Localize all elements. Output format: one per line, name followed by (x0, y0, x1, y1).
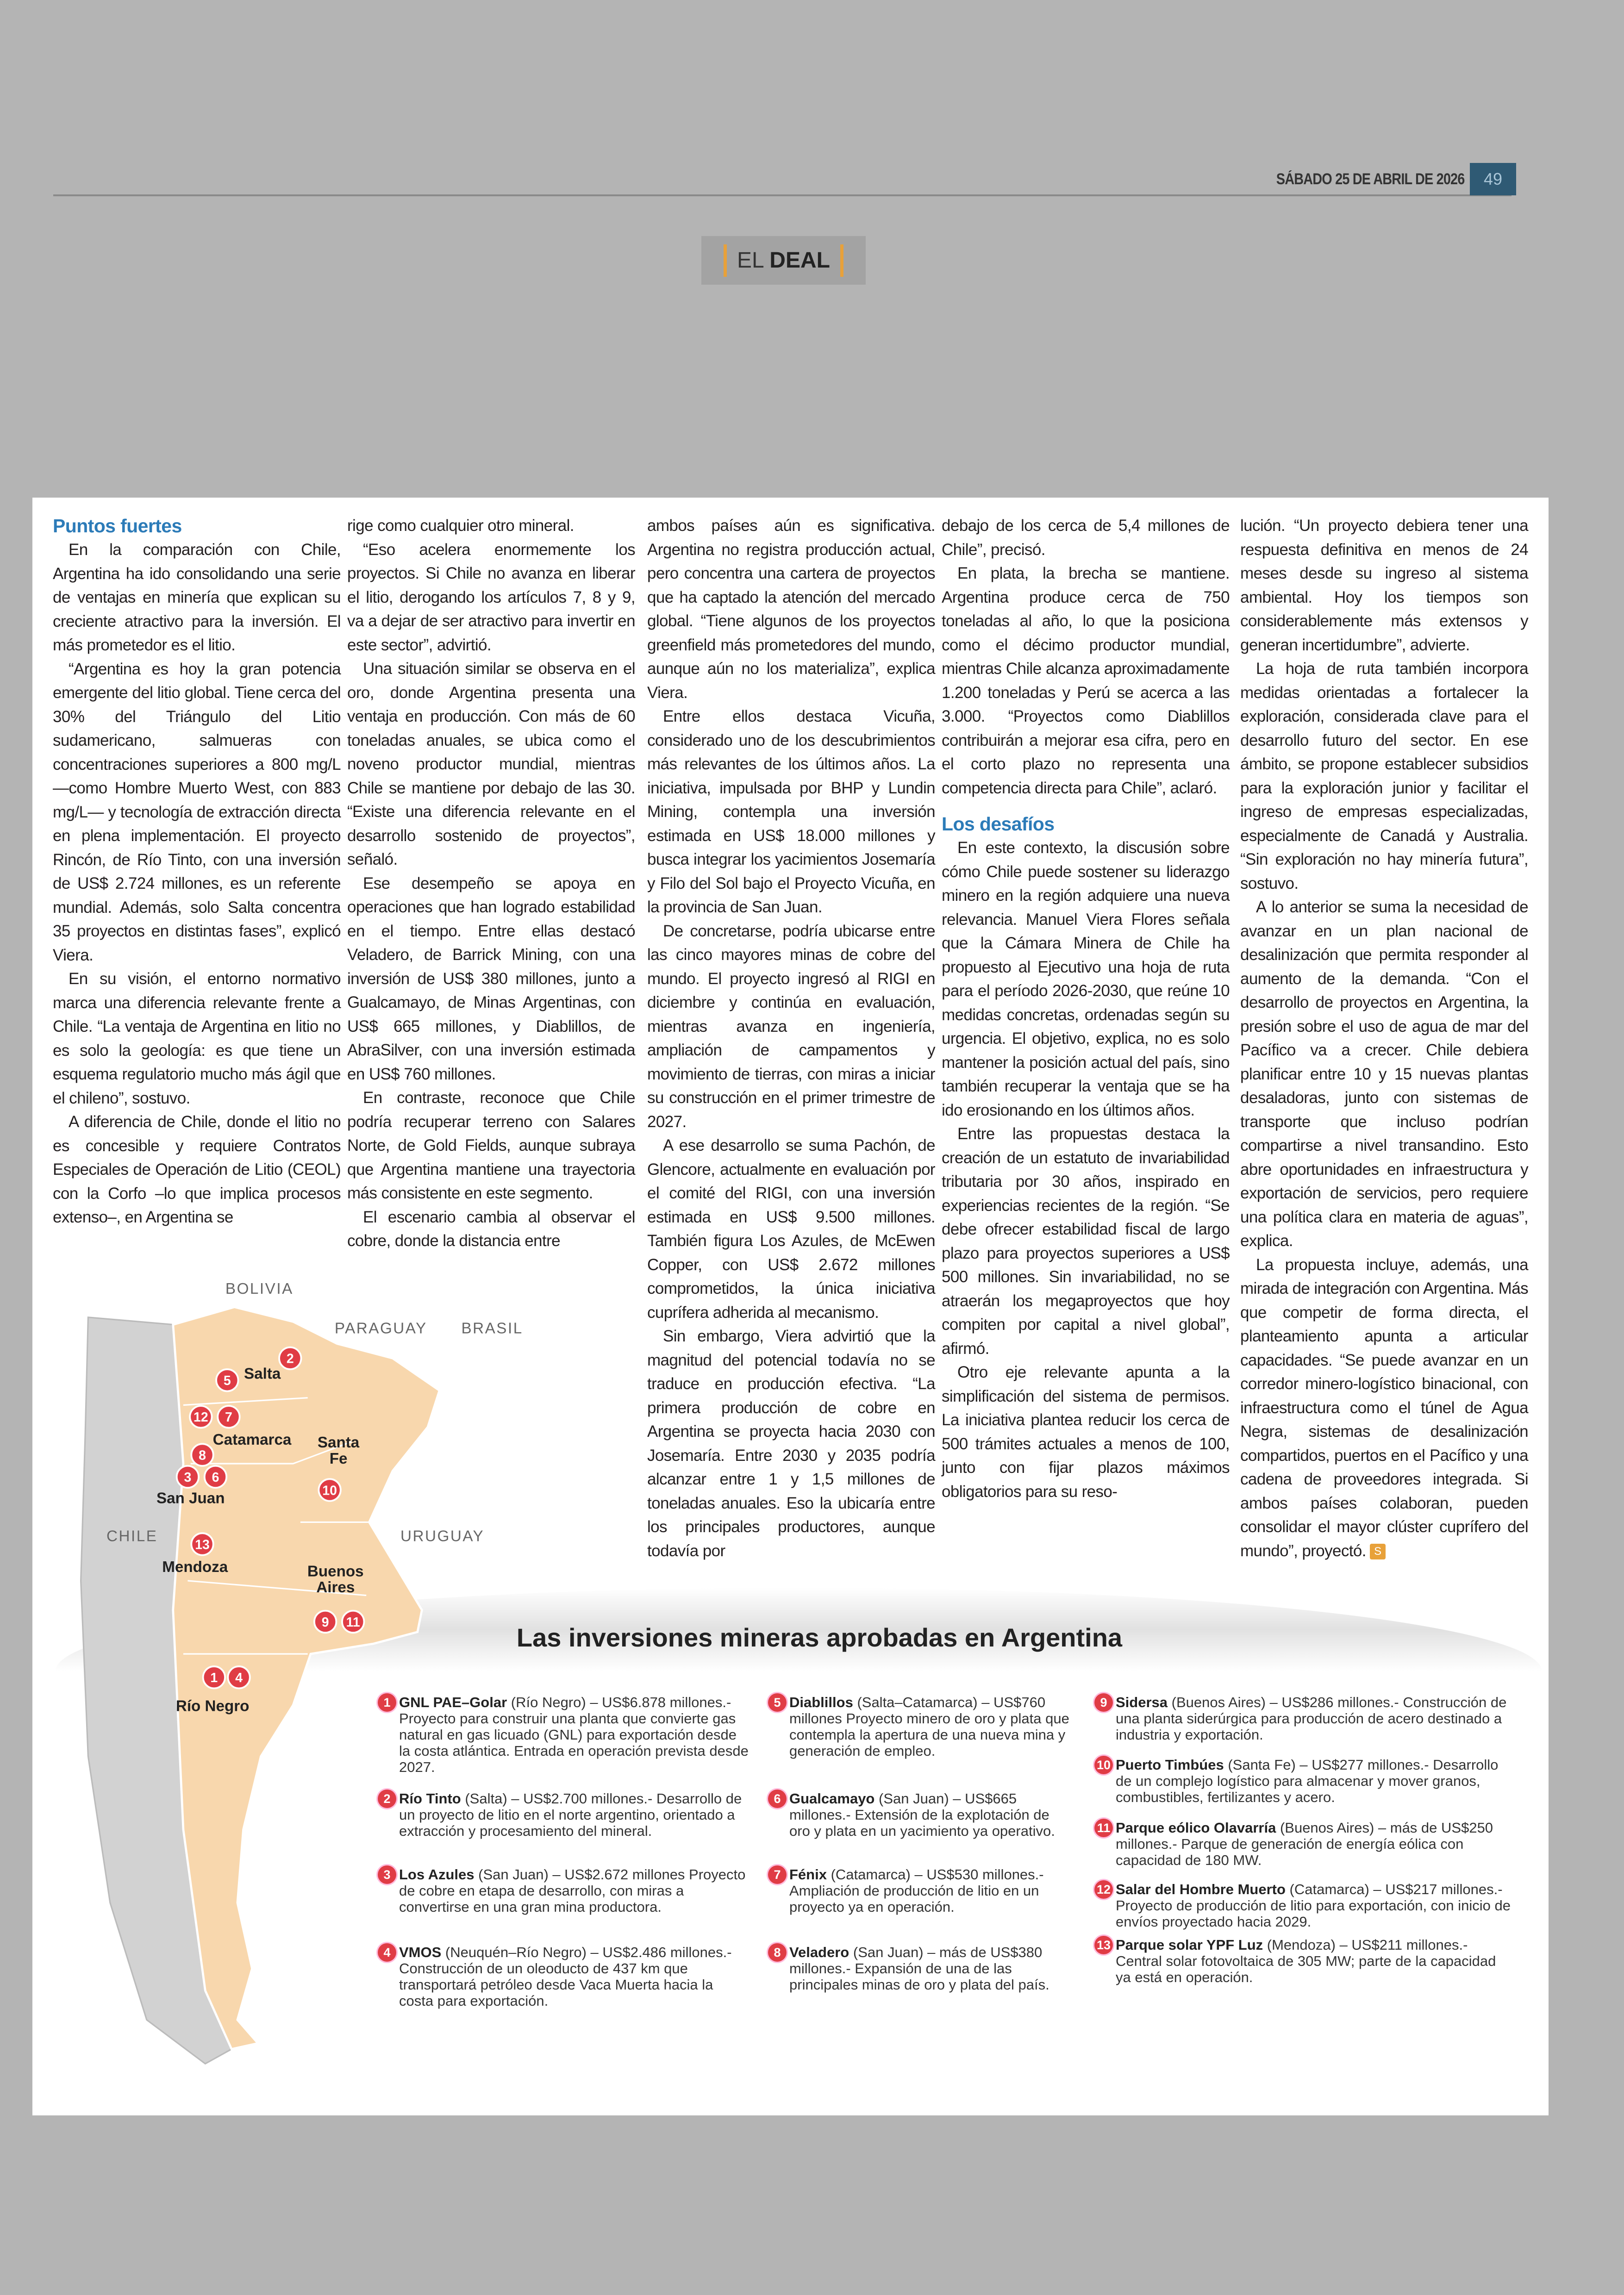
marker-number: 5 (223, 1373, 231, 1389)
project-name: Puerto Timbúes (1116, 1757, 1224, 1773)
marker-number: 11 (346, 1615, 360, 1630)
subheading: Puntos fuertes (53, 515, 182, 536)
legend-item (1096, 1937, 1514, 1985)
map-marker[interactable] (314, 1611, 336, 1633)
project-name: GNL PAE–Golar (399, 1694, 507, 1710)
project-description: – US$286 millones.- Construcción de una planta siderúrgica para producción de acero destinado a industria y exportación. (1116, 1694, 1507, 1743)
project-location: (Santa Fe) (1228, 1757, 1296, 1773)
legend-item (774, 1866, 1072, 1915)
project-location: (Salta–Catamarca) (857, 1694, 978, 1710)
legend-item (1096, 1881, 1514, 1930)
project-description: – US$211 millones.- Central solar fotovoltaica de 305 MW; parte de la capacidad ya está en operación. (1116, 1937, 1496, 1985)
legend-item (383, 1866, 751, 1915)
legend-number-badge: 11 (1094, 1819, 1113, 1837)
legend-item (383, 1790, 751, 1839)
project-location: (Buenos Aires) (1171, 1694, 1266, 1710)
legend-number-badge: 2 (378, 1790, 396, 1808)
project-description: – US$2.700 millones.- Desarrollo de un proyecto de litio en el norte argentino, orientado a extracción y procesamiento del mineral. (399, 1790, 742, 1839)
marker-number: 3 (184, 1470, 192, 1485)
project-name: Río Tinto (399, 1790, 461, 1807)
map-marker[interactable] (191, 1444, 213, 1466)
paragraph-text: En plata, la brecha se mantiene. Argentina produce cerca de 750 toneladas al año, lo que la posiciona como el décimo productor mundial, mientras Chile alcanza aproximadamente 1.200 toneladas y Perú se acerca a las 3.000. “Proyectos como Diablillos contribuirán a mejorar esa cifra, pero en el corto plazo no representa una competencia directa para Chile”, aclaró. (942, 564, 1230, 797)
subheading: Los desafíos (942, 813, 1055, 835)
paragraph-text: En este contexto, la discusión sobre cómo Chile puede sostener su liderazgo minero en la región adquiere una nueva relevancia. Manuel Viera Flores señala que la Cámara Minera de Chile ha propuesto al Ejecutivo una hoja de ruta para el período 2026-2030, que reúne 10 medidas concretas, ordenadas según su urgencia. El objetivo, explica, no es solo mantener la posición actual del país, sino también recuperar la ventaja que se ha ido erosionando en los últimos años. (942, 839, 1230, 1119)
marker-number: 1 (210, 1671, 218, 1686)
map-marker[interactable] (218, 1406, 239, 1428)
project-description: – más de US$250 millones.- Parque de generación de energía eólica con capacidad de 180 MW. (1116, 1820, 1493, 1868)
legend-item (1096, 1757, 1514, 1805)
project-name: Parque eólico Olavarría (1116, 1820, 1276, 1836)
map-marker[interactable] (319, 1479, 340, 1501)
project-description: – US$2.486 millones.- Construcción de un oleoducto de 437 km que transportará petróleo desde Vaca Muerta hacia la costa para exportación. (399, 1944, 732, 2009)
legend-number-badge: 6 (768, 1790, 787, 1808)
project-name: Salar del Hombre Muerto (1116, 1881, 1286, 1897)
country-label: URUGUAY (400, 1528, 485, 1545)
project-location: (San Juan) (879, 1790, 949, 1807)
project-name: VMOS (399, 1944, 442, 1960)
map-marker[interactable] (191, 1533, 213, 1555)
project-description: – US$2.672 millones Proyecto de cobre en etapa de desarrollo, con miras a convertirse en una gran mina productora. (399, 1866, 746, 1915)
map-marker[interactable] (203, 1666, 225, 1688)
province-label: San Juan (156, 1490, 225, 1507)
legend-item (1100, 1694, 1514, 1743)
marker-number: 7 (225, 1410, 232, 1425)
end-mark-icon: S (1370, 1544, 1386, 1559)
legend-number-badge: 9 (1094, 1693, 1113, 1712)
paragraph-text: debajo de los cerca de 5,4 millones de Chile”, precisó. (942, 517, 1230, 559)
map-marker[interactable] (228, 1666, 250, 1688)
project-location: (San Juan) (478, 1866, 549, 1883)
project-name: Fénix (789, 1866, 827, 1883)
project-location: (Mendoza) (1267, 1937, 1336, 1953)
paragraph-text: En su visión, el entorno normativo marca una diferencia relevante frente a Chile. “La ventaja de Argentina en litio no es solo la geología: es que tiene un esquema regulatorio mucho más ágil que el chileno”, sostuvo. (53, 970, 341, 1107)
paragraph-text: Entre las propuestas destaca la creación de un estatuto de invariabilidad tributaria por 30 años, inspirado en experiencias recientes de la región. “Se debe ofrecer estabilidad fiscal de largo plazo para proyectos superiores a US$ 500 millones. Sin invariabilidad, no se atraerán los megaproyectos que hoy compiten por capital a nivel global”, afirmó. (942, 1125, 1230, 1358)
province-label: Salta (244, 1365, 281, 1383)
paragraph-text: A lo anterior se suma la necesidad de avanzar en un plan nacional de desalinización que permita responder al aumento de la demanda. “Con el desarrollo de proyectos en Argentina, la presión sobre el uso de agua de mar del Pacífico va a crecer. Chile debiera planificar entre 10 y 15 nuevas plantas desaladoras, junto con sistemas de transporte que incluso podrían compartirse a nivel transandino. Esto abre oportunidades en infraestructura y exportación de servicios, pero requiere una política clara en materia de aguas”, explica. (1240, 898, 1528, 1250)
map-marker[interactable] (342, 1611, 364, 1633)
province-label: Río Negro (175, 1697, 250, 1715)
province-label: Mendoza (162, 1558, 228, 1576)
legend-number-badge: 12 (1094, 1880, 1113, 1899)
legend-number-badge: 4 (378, 1943, 396, 1962)
country-label: BRASIL (461, 1320, 523, 1337)
marker-number: 2 (286, 1351, 294, 1366)
country-label: PARAGUAY (334, 1320, 427, 1337)
paragraph-text: Otro eje relevante apunta a la simplificación del sistema de permisos. La iniciativa plantea reducir los cerca de 500 trámites actuales a menos de 100, junto con fijar plazos máximos obligatorios para su reso- (942, 1363, 1230, 1501)
paragraph-text: ambos países aún es significativa. Argentina no registra producción actual, pero concentra una cartera de proyectos que ha captado la atención del mercado global. “Tiene algunos de los proyectos greenfield más prometedores del mundo, aunque aún no los materializa”, explica Viera. (647, 517, 935, 702)
map-marker[interactable] (190, 1406, 212, 1428)
legend-number-badge: 5 (768, 1693, 787, 1712)
paragraph-text: A diferencia de Chile, donde el litio no es concesible y requiere Contratos Especiales de Operación de Litio (CEOL) con la Corfo –lo que implica procesos extenso–, en Argentina se (53, 1113, 341, 1226)
paragraph-text: En contraste, reconoce que Chile podría recuperar terreno con Salares Norte, de Gold Fields, aunque subraya que Argentina mantiene una trayectoria más consistente en este segmento. (347, 1089, 635, 1202)
country-label: BOLIVIA (225, 1280, 294, 1298)
marker-number: 8 (199, 1448, 206, 1463)
paragraph-text: La propuesta incluye, además, una mirada de integración con Argentina. Más que competir de forma directa, el planteamiento apunta a articular capacidades. “Se puede avanzar en un corredor minero-logístico binacional, con infraestructura como el túnel de Agua Negra, sistemas de desalinización compartidos, puertos en el Pacífico y una cadena de proveedores integrada. Si ambos países colaboran, pueden consolidar el mayor clúster cuprífero del mundo”, proyectó. (1240, 1255, 1528, 1560)
project-location: (Salta) (465, 1790, 507, 1807)
section-name: DEAL (769, 248, 830, 273)
paragraph-text: rige como cualquier otro mineral. (347, 517, 574, 535)
infographic-title: Las inversiones mineras aprobadas en Argentina (516, 1623, 1123, 1652)
project-location: (Catamarca) (831, 1866, 911, 1883)
project-description: – US$760 millones Proyecto minero de oro y plata que contempla la apertura de una nueva mina y generación de empleo. (789, 1694, 1069, 1759)
marker-number: 12 (194, 1410, 208, 1425)
legend-number-badge: 7 (768, 1865, 787, 1884)
legend-number-badge: 10 (1094, 1756, 1113, 1774)
paragraph-text: “Eso acelera enormemente los proyectos. Si Chile no avanza en liberar el litio, derogando los artículos 7, 8 y 9, va a dejar de ser atractivo para invertir en este sector”, advirtió. (347, 540, 635, 654)
project-name: Los Azules (399, 1866, 475, 1883)
page-number: 49 (1470, 163, 1516, 195)
marker-number: 4 (235, 1671, 243, 1686)
paragraph-text: De concretarse, podría ubicarse entre las cinco mayores minas de cobre del mundo. El proyecto ingresó al RIGI en diciembre y continúa en evaluación, mientras avanza en ingeniería, ampliación de campamentos y movimiento de tierras, con miras a iniciar su construcción en el primer trimestre de 2027. (647, 922, 935, 1131)
project-name: Sidersa (1116, 1694, 1168, 1710)
paragraph-text: El escenario cambia al observar el cobre, donde la distancia entre (347, 1208, 635, 1250)
map-marker[interactable] (216, 1369, 238, 1391)
section-prefix: EL (737, 248, 763, 273)
marker-number: 13 (195, 1537, 210, 1553)
legend-item (774, 1790, 1072, 1839)
project-name: Parque solar YPF Luz (1116, 1937, 1263, 1953)
paragraph-text: Una situación similar se observa en el oro, donde Argentina presenta una ventaja en producción. Con más de 60 toneladas anuales, se ubica como el noveno productor mundial, mientras Chile se mantiene por debajo de las 30. “Existe una diferencia relevante en el desarrollo sostenido de proyectos”, señaló. (347, 660, 635, 868)
project-name: Veladero (789, 1944, 849, 1960)
province-label: Buenos Aires (307, 1563, 364, 1597)
province-label: Santa Fe (317, 1434, 360, 1467)
project-location: (Neuquén–Río Negro) (445, 1944, 587, 1960)
project-location: (Río Negro) (511, 1694, 586, 1710)
project-location: (Catamarca) (1289, 1881, 1369, 1897)
legend-number-badge: 8 (768, 1943, 787, 1962)
project-description: – US$217 millones.- Proyecto de producción de litio para exportación, con inicio de envíos proyectado hacia 2029. (1116, 1881, 1511, 1930)
paragraph-text: “Argentina es hoy la gran potencia emergente del litio global. Tiene cerca del 30% del Triángulo del Litio sudamericano, salmueras con concentraciones superiores a 800 mg/L —como Hombre Muerto West, con 883 mg/L— y tecnología de extracción directa en plena implementación. El proyecto Rincón, de Río Tinto, con una inversión de US$ 2.724 millones, es un referente mundial. Además, solo Salta concentra 35 proyectos en distintas fases”, explicó Viera. (53, 660, 341, 964)
project-description: – US$665 millones.- Extensión de la explotación de oro y plata en un yacimiento ya operativo. (789, 1790, 1055, 1839)
paragraph-text: lución. “Un proyecto debiera tener una respuesta definitiva en menos de 24 meses desde su ingreso al sistema ambiental. Hoy los tiempos son considerablemente más extensos y generan incertidumbre”, advierte. (1240, 517, 1528, 654)
project-description: – US$530 millones.- Ampliación de producción de litio en un proyecto ya en operación. (789, 1866, 1044, 1915)
legend-number-badge: 3 (378, 1865, 396, 1884)
project-description: – US$6.878 millones.- Proyecto para construir una planta que convierte gas natural en gas licuado (GNL) para exportación desde la costa atlántica. Entrada en operación prevista desde 2027. (399, 1694, 749, 1775)
map-marker[interactable] (279, 1347, 301, 1369)
project-location: (Buenos Aires) (1280, 1820, 1374, 1836)
map-marker[interactable] (205, 1466, 226, 1488)
project-description: – US$277 millones.- Desarrollo de un complejo logístico para almacenar y mover granos, combustibles, fertilizantes y acero. (1116, 1757, 1499, 1805)
project-description: – más de US$380 millones.- Expansión de una de las principales minas de oro y plata del país. (789, 1944, 1049, 1993)
project-location: (San Juan) (853, 1944, 924, 1960)
paragraph-text: Ese desempeño se apoya en operaciones que han logrado estabilidad en el tiempo. Entre ellas destacó Veladero, de Barrick Mining, con una inversión de US$ 380 millones, junto a Gualcamayo, de Minas Argentinas, con US$ 665 millones, y Diablillos, de AbraSilver, con una inversión estimada en US$ 760 millones. (347, 874, 635, 1083)
legend-item (1097, 1820, 1514, 1868)
legend-number-badge: 13 (1094, 1936, 1113, 1954)
paragraph-text: La hoja de ruta también incorpora medidas orientadas a fortalecer la exploración, considerada clave para el desarrollo futuro del sector. En ese ámbito, se propone establecer subsidios para la exploración junior y facilitar el ingreso de empresas especializadas, especialmente de Canadá y Australia. “Sin exploración no hay minería futura”, sostuvo. (1240, 660, 1528, 892)
province-label: Catamarca (212, 1431, 292, 1448)
map-marker[interactable] (177, 1466, 199, 1488)
country-label: CHILE (106, 1528, 158, 1545)
marker-number: 9 (321, 1615, 329, 1630)
legend-number-badge: 1 (378, 1693, 396, 1712)
project-name: Diablillos (789, 1694, 853, 1710)
issue-date: SÁBADO 25 DE ABRIL DE 2026 (1276, 170, 1464, 188)
paragraph-text: Entre ellos destaca Vicuña, considerado uno de los descubrimientos más relevantes de los últimos años. La iniciativa, impulsada por BHP y Lundin Mining, contempla una inversión estimada en US$ 18.000 millones y busca integrar los yacimientos Josemaría y Filo del Sol bajo el Proyecto Vicuña, en la provincia de San Juan. (647, 707, 935, 916)
legend-item (774, 1694, 1072, 1759)
paragraph-text: A ese desarrollo se suma Pachón, de Glencore, actualmente en evaluación por el comité del RIGI, con una inversión estimada en US$ 9.500 millones. También figura Los Azules, de McEwen Copper, con US$ 2.672 millones comprometidos, la única iniciativa cuprífera adherida al mecanismo. (647, 1136, 935, 1322)
legend-item (383, 1944, 751, 2009)
marker-number: 10 (322, 1483, 337, 1498)
paragraph-text: Sin embargo, Viera advirtió que la magnitud del potencial todavía no se traduce en producción efectiva. “La primera producción de cobre en Argentina se proyecta hacia 2030 con Josemaría. Entre 2030 y 2035 podría alcanzar entre 1 y 1,5 millones de toneladas anuales. Eso la ubicaría entre los principales productores, aunque todavía por (647, 1327, 935, 1560)
legend-item (774, 1944, 1072, 1993)
legend-item (383, 1694, 751, 1775)
project-name: Gualcamayo (789, 1790, 875, 1807)
paragraph-text: En la comparación con Chile, Argentina ha ido consolidando una serie de ventajas en minería que explican su creciente atractivo para la inversión. El más prometedor es el litio. (53, 541, 341, 654)
marker-number: 6 (212, 1470, 219, 1485)
